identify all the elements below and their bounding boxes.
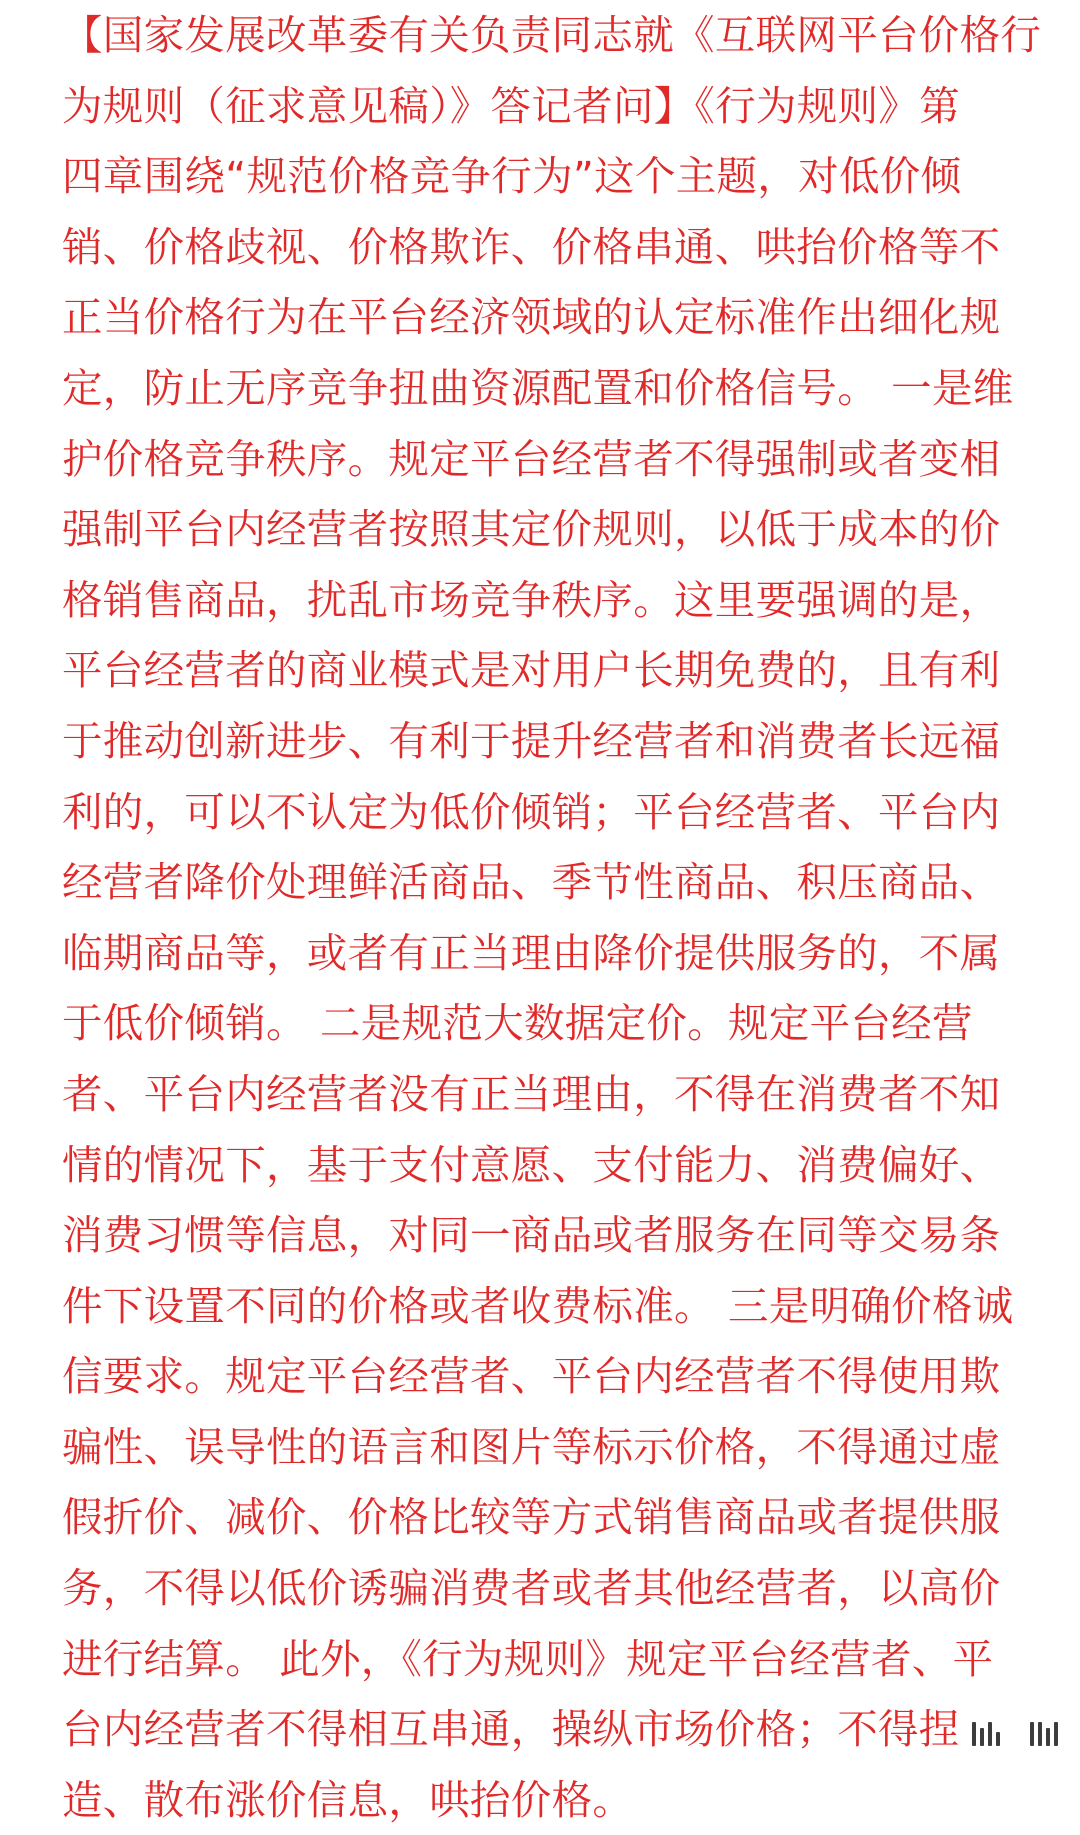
watermark-bar: [1046, 1728, 1050, 1746]
article-line: 于推动创新进步、有利于提升经营者和消费者长远福: [62, 716, 1001, 765]
watermark-bar: [1038, 1722, 1042, 1746]
article-line: 消费习惯等信息，对同一商品或者服务在同等交易条: [62, 1211, 1001, 1260]
article-line: 【国家发展改革委有关负责同志就《互联网平台价格行: [62, 11, 1042, 59]
article-line: 情的情况下，基于支付意愿、支付能力、消费偏好、: [62, 1140, 1001, 1189]
article-body: [62, 0, 1052, 1835]
article-line: 经营者降价处理鲜活商品、季节性商品、积压商品、: [62, 858, 1001, 907]
article-line: 临期商品等，或者有正当理由降价提供服务的，不属: [62, 928, 1001, 977]
article-line: 四章围绕“规范价格竞争行为”这个主题，对低价倾: [62, 152, 962, 201]
article-line: 进行结算。 此外，《行为规则》规定平台经营者、平: [62, 1634, 994, 1683]
watermark-bar: [988, 1722, 992, 1746]
article-line: 为规则（征求意见稿）》答记者问】《行为规则》第: [62, 81, 960, 130]
watermark-bar: [1030, 1722, 1034, 1746]
article-line: 台内经营者不得相互串通，操纵市场价格；不得捏: [62, 1705, 960, 1754]
article-line: 信要求。规定平台经营者、平台内经营者不得使用欺: [62, 1352, 1001, 1401]
article-line: 利的，可以不认定为低价倾销；平台经营者、平台内: [62, 787, 1001, 836]
article-line: 骗性、误导性的语言和图片等标示价格，不得通过虚: [62, 1422, 1001, 1471]
article-line: 造、散布涨价信息，哄抬价格。: [62, 1775, 634, 1824]
watermark-bar: [1054, 1722, 1058, 1746]
watermark-bar: [996, 1732, 1000, 1746]
article-line: 强制平台内经营者按照其定价规则，以低于成本的价: [62, 505, 1001, 554]
article-line: 于低价倾销。 二是规范大数据定价。规定平台经营: [62, 999, 973, 1048]
article-line: 平台经营者的商业模式是对用户长期免费的，且有利: [62, 646, 1001, 695]
watermark-bar: [972, 1722, 976, 1746]
article-line: 假折价、减价、价格比较等方式销售商品或者提供服: [62, 1493, 1001, 1542]
article-line: 正当价格行为在平台经济领域的认定标准作出细化规: [62, 293, 1001, 342]
article-line: 护价格竞争秩序。规定平台经营者不得强制或者变相: [62, 434, 1001, 483]
watermark-bars-left: [972, 1718, 1000, 1746]
watermark-bars-right: [1030, 1718, 1058, 1746]
article-line: 格销售商品，扰乱市场竞争秩序。这里要强调的是，: [62, 575, 1001, 624]
article-line: 件下设置不同的价格或者收费标准。 三是明确价格诚: [62, 1281, 1014, 1330]
article-line: 务，不得以低价诱骗消费者或者其他经营者，以高价: [62, 1564, 1001, 1613]
barcode-watermark-icon: [972, 1712, 1058, 1752]
article-line: 定，防止无序竞争扭曲资源配置和价格信号。 一是维: [62, 363, 1014, 412]
article-line: 者、平台内经营者没有正当理由，不得在消费者不知: [62, 1069, 1001, 1118]
article-line: 销、价格歧视、价格欺诈、价格串通、哄抬价格等不: [62, 222, 1001, 271]
watermark-bar: [980, 1728, 984, 1746]
